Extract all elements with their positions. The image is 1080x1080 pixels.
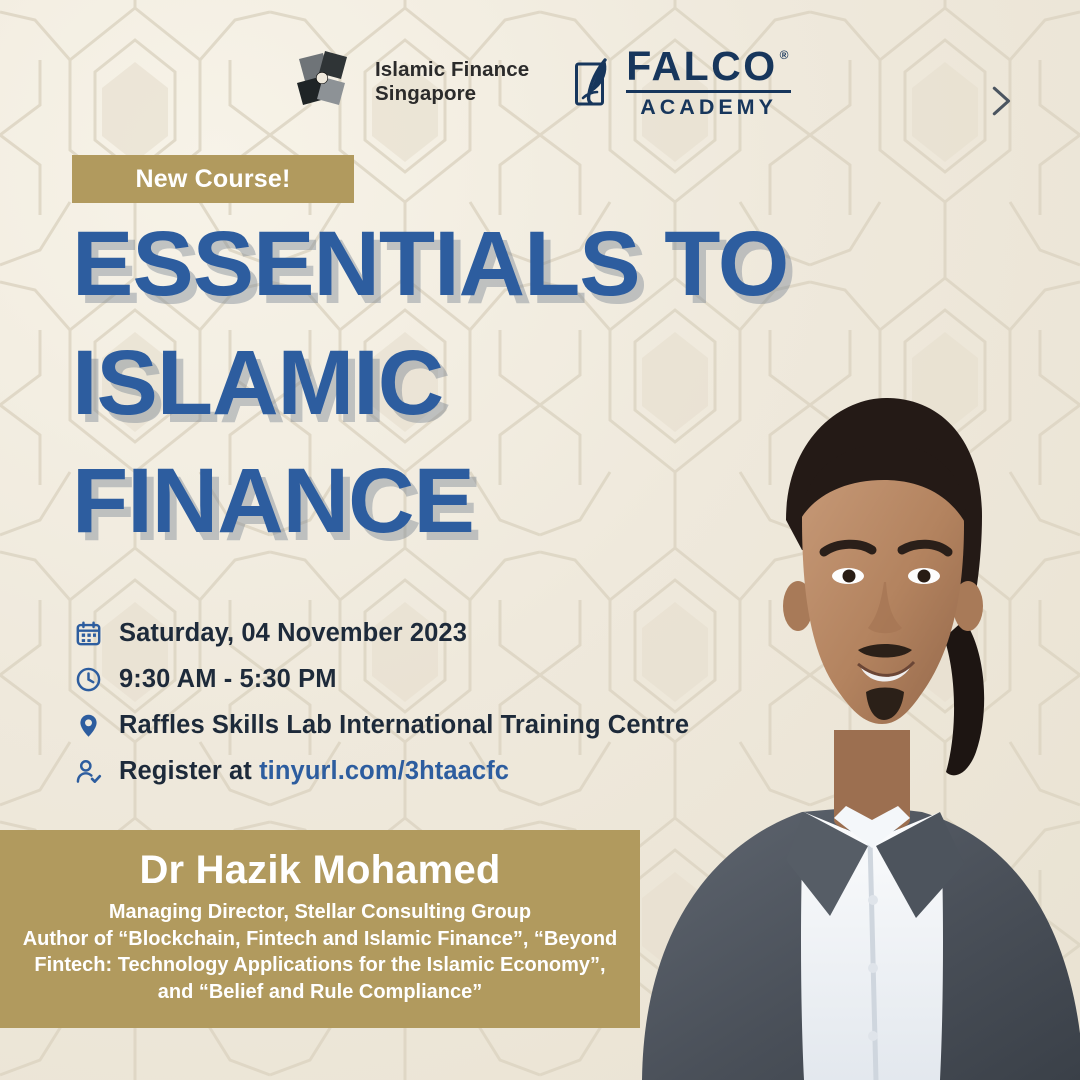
new-course-badge bbox=[72, 155, 354, 203]
new-course-badge-label: New Course! bbox=[135, 164, 291, 193]
ifs-logo-line1: Islamic Finance bbox=[375, 58, 530, 82]
speaker-role-line-2: Author of “Blockchain, Fintech and Islamic Finance”, “Beyond bbox=[22, 927, 618, 950]
ifs-logo-line2: Singapore bbox=[375, 82, 477, 106]
event-time-text: 9:30 AM - 5:30 PM bbox=[119, 664, 337, 693]
title-line-2: ISLAMIC bbox=[72, 331, 444, 434]
speaker-info-band bbox=[0, 830, 640, 1028]
register-label: Register at bbox=[119, 756, 260, 785]
registration-link[interactable]: tinyurl.com/3htaacfc bbox=[259, 756, 510, 785]
calendar-icon bbox=[74, 618, 102, 648]
falco-wordmark bbox=[626, 43, 791, 119]
speaker-credentials bbox=[0, 899, 640, 1006]
event-date-row bbox=[74, 618, 689, 648]
next-slide-button[interactable] bbox=[980, 78, 1020, 124]
speaker-role-line-1: Managing Director, Stellar Consulting Group bbox=[108, 900, 532, 923]
event-register-text bbox=[119, 757, 509, 786]
event-register-row[interactable] bbox=[74, 756, 689, 786]
speaker-role-line-4: and “Belief and Rule Compliance” bbox=[157, 981, 483, 1004]
falco-top-text: FALCO bbox=[626, 43, 778, 89]
falco-academy-logo bbox=[575, 43, 791, 119]
user-check-icon bbox=[74, 756, 102, 786]
clock-icon bbox=[74, 664, 102, 694]
event-details-list bbox=[74, 618, 689, 786]
falco-registered-mark: ® bbox=[779, 48, 791, 62]
speaker-name: Dr Hazik Mohamed bbox=[139, 847, 501, 892]
location-pin-icon bbox=[74, 710, 102, 740]
speaker-role-line-3: Fintech: Technology Applications for the Islamic Economy”, bbox=[34, 954, 606, 977]
page-title bbox=[72, 213, 789, 553]
event-date-text: Saturday, 04 November 2023 bbox=[119, 618, 467, 647]
islamic-finance-singapore-logo bbox=[289, 47, 529, 117]
falco-bottom-text: ACADEMY bbox=[640, 95, 777, 119]
falco-feather-icon bbox=[575, 58, 617, 106]
title-line-3: FINANCE bbox=[72, 450, 474, 553]
ifs-logo-mark-icon bbox=[289, 47, 363, 117]
title-line-1: ESSENTIALS TO bbox=[72, 213, 789, 315]
event-venue-text: Raffles Skills Lab International Training Centre bbox=[119, 710, 690, 739]
event-time-row bbox=[74, 664, 689, 694]
ifs-logo-text bbox=[375, 58, 529, 106]
falco-divider bbox=[626, 90, 791, 93]
event-venue-row bbox=[74, 710, 689, 740]
header-logos bbox=[0, 43, 1080, 119]
